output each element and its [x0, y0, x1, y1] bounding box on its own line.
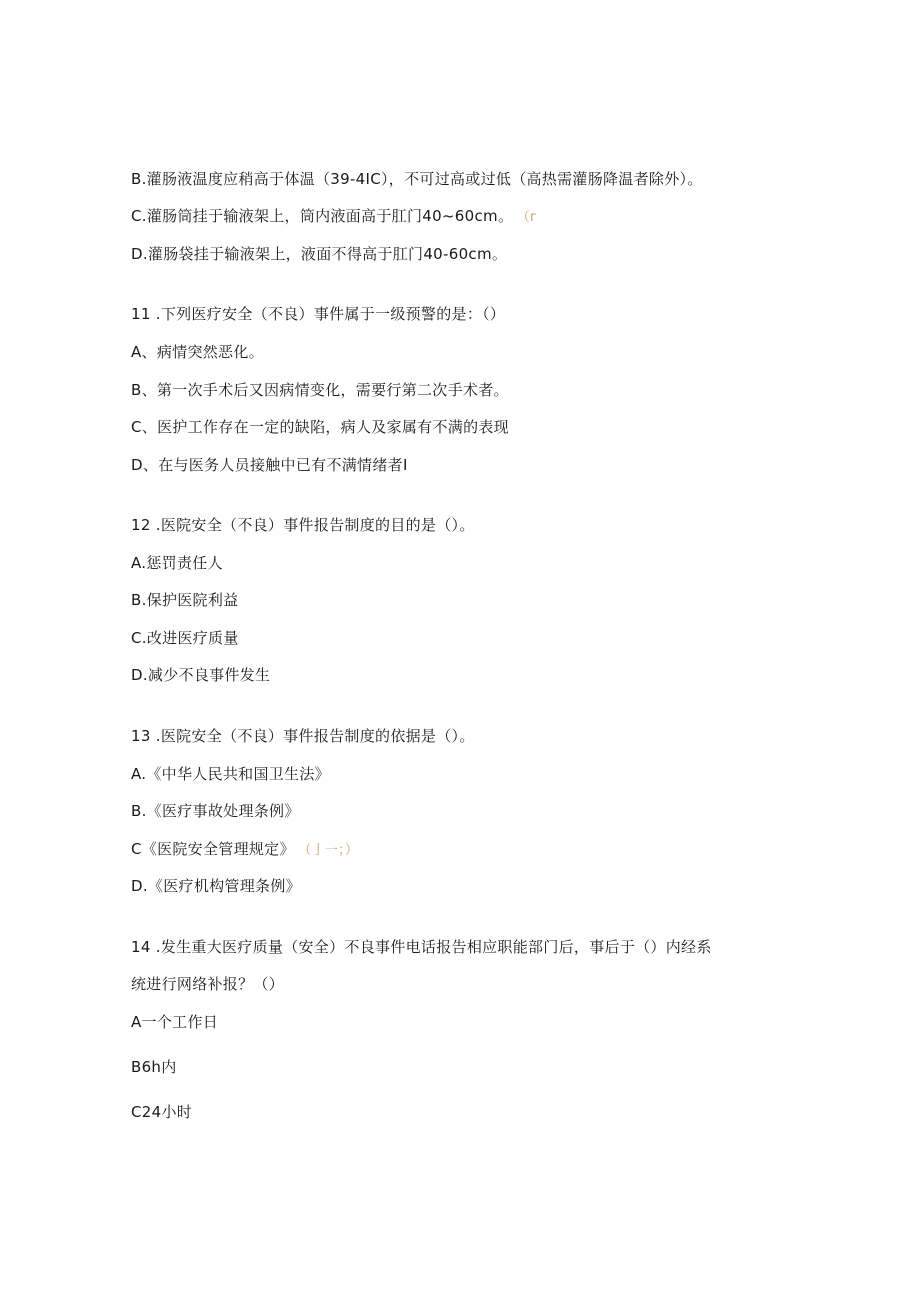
question-11-option-a: A、病情突然恶化。	[131, 343, 264, 361]
question-12-stem: 12 .医院安全（不良）事件报告制度的目的是（）。	[131, 516, 475, 534]
question-13-stem: 13 .医院安全（不良）事件报告制度的依据是（）。	[131, 727, 475, 745]
question-11-stem: 11 .下列医疗安全（不良）事件属于一级预警的是：（）	[131, 305, 506, 323]
question-11-option-d: D、在与医务人员接触中已有不满情绪者I	[131, 456, 408, 474]
option-c	[131, 206, 537, 228]
question-13-option-a: A.《中华人民共和国卫生法》	[131, 765, 330, 783]
question-14-option-a: A一个工作日	[131, 1013, 219, 1031]
question-14-option-c: C24小时	[131, 1103, 193, 1121]
handwritten-mark: （г	[523, 210, 538, 225]
question-11-option-b: B、第一次手术后又因病情变化，需要行第二次手术者。	[131, 381, 509, 399]
question-13-option-d: D.《医疗机构管理条例》	[131, 877, 301, 895]
question-12-option-b: B.保护医院利益	[131, 591, 239, 609]
question-13-option-b: B.《医疗事故处理条例》	[131, 802, 300, 820]
question-12-option-a: A.惩罚责任人	[131, 554, 223, 572]
option-d: D.灌肠袋挂于输液架上，液面不得高于肛门40-60cm。	[131, 245, 508, 263]
handwritten-mark: （亅一；）	[304, 843, 359, 858]
question-14-stem-line-1: 14 .发生重大医疗质量（安全）不良事件电话报告相应职能部门后，事后于（）内经系	[131, 938, 712, 956]
question-12-option-c: C.改进医疗质量	[131, 629, 239, 647]
question-11-option-c: C、医护工作存在一定的缺陷，病人及家属有不满的表现	[131, 418, 509, 436]
question-14-option-b: B6h内	[131, 1058, 177, 1076]
option-b: B.灌肠液温度应稍高于体温（39-4IC），不可过高或过低（高热需灌肠降温者除外）。	[131, 170, 703, 188]
question-14-stem-line-2: 统进行网络补报？（）	[131, 975, 285, 993]
question-13-option-c-text: C《医院安全管理规定》	[131, 840, 295, 858]
option-c-text: C.灌肠筒挂于输液架上，筒内液面高于肛门40~60cm。	[131, 207, 514, 225]
question-12-option-d: D.减少不良事件发生	[131, 666, 271, 684]
question-13-option-c	[131, 839, 358, 861]
